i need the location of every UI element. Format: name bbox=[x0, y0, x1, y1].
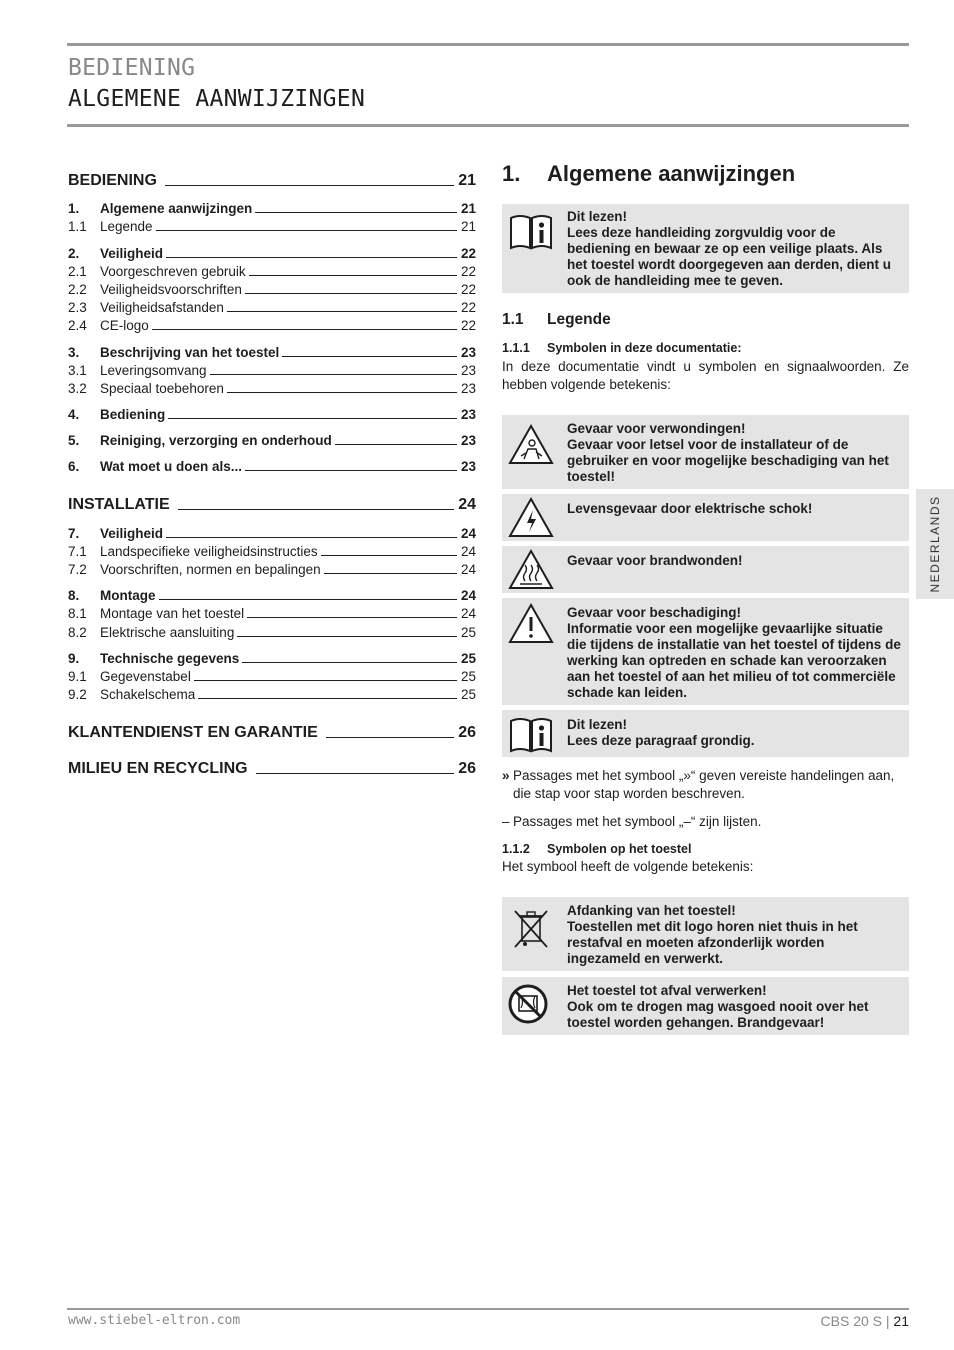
toc-entry[interactable]: 1. Algemene aanwijzingen 21 bbox=[68, 201, 476, 217]
toc-entry[interactable]: 8.1 Montage van het toestel 24 bbox=[68, 606, 476, 622]
toc-entry[interactable]: 7. Veiligheid 24 bbox=[68, 525, 476, 541]
toc-entry[interactable]: 3.1 Leveringsomvang 23 bbox=[68, 362, 476, 378]
toc-group bbox=[68, 456, 476, 474]
bullet-action-steps: » Passages met het symbool „»“ geven vereiste handelingen aan, die stap voor stap worden beschreven. bbox=[502, 768, 895, 801]
toc-section-klantendienst[interactable]: KLANTENDIENST EN GARANTIE 26 bbox=[68, 724, 476, 742]
warning-injury-icon bbox=[508, 423, 554, 465]
toc-entry[interactable]: 2.4 CE-logo 22 bbox=[68, 318, 476, 334]
toc-entry[interactable]: 3. Beschrijving van het toestel 23 bbox=[68, 344, 476, 360]
section-heading: 1. Algemene aanwijzingen bbox=[502, 161, 796, 186]
toc-entry[interactable]: 8.2 Elektrische aansluiting 25 bbox=[68, 624, 476, 640]
paragraph-symbols-intro: In deze documentatie vindt u symbolen en signaalwoorden. Ze hebben volgende betekenis: bbox=[502, 359, 909, 392]
toc-entry[interactable]: 7.1 Landspecifieke veiligheidsinstructies 24 bbox=[68, 543, 476, 559]
bullet-lists: – Passages met het symbool „–“ zijn lijsten. bbox=[502, 814, 762, 829]
language-tab[interactable]: NEDERLANDS bbox=[916, 489, 954, 599]
toc-installatie-list bbox=[68, 522, 476, 702]
toc-group bbox=[68, 430, 476, 448]
toc-group bbox=[68, 404, 476, 422]
crossed-bin-icon bbox=[508, 907, 554, 949]
header-chapter: BEDIENING bbox=[68, 55, 196, 81]
paragraph-device-symbols: Het symbool heeft de volgende betekenis: bbox=[502, 859, 754, 874]
toc-entry[interactable]: 7.2 Voorschriften, normen en bepalingen 24 bbox=[68, 562, 476, 577]
read-note-box: Dit lezen! Lees deze handleiding zorgvuldig voor de bediening en bewaar ze op een veilige plaats. Als het toestel wordt doorgegeven aan derden, dient u ook de handleiding mee te geven. bbox=[502, 204, 909, 293]
toc-entry[interactable]: 9.1 Gegevenstabel 25 bbox=[68, 668, 476, 684]
warning-injury-box: Gevaar voor verwondingen! Gevaar voor letsel voor de installateur of de gebruiker en voor mogelijke beschadiging van het toestel! bbox=[502, 415, 909, 489]
toc-entry[interactable]: 4. Bediening 23 bbox=[68, 407, 476, 423]
do-not-cover-icon bbox=[508, 983, 554, 1025]
subsubsection-heading-symbols-doc: 1.1.1 Symbolen in deze documentatie: bbox=[502, 341, 742, 355]
page-number: 21 bbox=[893, 1313, 909, 1329]
subsubsection-heading-device-symbols: 1.1.2 Symbolen op het toestel bbox=[502, 842, 692, 856]
header-title: ALGEMENE AANWIJZINGEN bbox=[68, 86, 366, 112]
toc-entry[interactable]: 9. Technische gegevens 25 bbox=[68, 650, 476, 666]
toc-entry[interactable]: 2.1 Voorgeschreven gebruik 22 bbox=[68, 263, 476, 279]
electric-shock-icon bbox=[508, 496, 554, 538]
exclamation-warning-icon bbox=[508, 602, 554, 644]
read-paragraph-box: Dit lezen! Lees deze paragraaf grondig. bbox=[502, 710, 909, 757]
toc-bediening-list bbox=[68, 198, 476, 474]
warning-damage-box: Gevaar voor beschadiging! Informatie voor een mogelijke gevaarlijke situatie die tijdens de installatie van het toestel of tijdens de werking kan optreden en schade kan veroorzaken aan het toestel of aan het milieu of tot commerciële schade kan leiden. bbox=[502, 598, 909, 705]
warning-electric-box: Levensgevaar door elektrische schok! bbox=[502, 494, 909, 541]
toc-entry[interactable]: 8. Montage 24 bbox=[68, 588, 476, 604]
toc-entry[interactable]: 2. Veiligheid 22 bbox=[68, 245, 476, 261]
toc-section-installatie[interactable]: INSTALLATIE 24 bbox=[68, 496, 476, 514]
toc-group bbox=[68, 585, 476, 640]
toc-entry[interactable]: 9.2 Schakelschema 25 bbox=[68, 687, 476, 703]
footer-rule bbox=[67, 1308, 909, 1310]
footer-url[interactable]: www.stiebel-eltron.com bbox=[68, 1313, 241, 1328]
toc-group bbox=[68, 198, 476, 234]
toc-entry[interactable]: 2.3 Veiligheidsafstanden 22 bbox=[68, 300, 476, 316]
subsection-heading: 1.1 Legende bbox=[502, 311, 611, 328]
toc-entry[interactable]: 6. Wat moet u doen als... 23 bbox=[68, 459, 476, 475]
header-top-rule bbox=[67, 43, 909, 46]
device-no-cover-box: Het toestel tot afval verwerken! Ook om te drogen mag wasgoed nooit over het toestel worden gehangen. Brandgevaar! bbox=[502, 977, 909, 1035]
toc-entry[interactable]: 5. Reiniging, verzorging en onderhoud 23 bbox=[68, 433, 476, 449]
toc-group bbox=[68, 522, 476, 577]
toc-entry[interactable]: 2.2 Veiligheidsvoorschriften 22 bbox=[68, 281, 476, 297]
table-of-contents bbox=[68, 160, 476, 778]
header-bottom-rule bbox=[67, 124, 909, 127]
toc-entry[interactable]: 3.2 Speciaal toebehoren 23 bbox=[68, 380, 476, 396]
footer-model-page: CBS 20 S | 21 bbox=[820, 1313, 909, 1329]
toc-section-bediening[interactable]: BEDIENING 21 bbox=[68, 172, 476, 189]
toc-group bbox=[68, 648, 476, 703]
toc-group bbox=[68, 341, 476, 396]
toc-group bbox=[68, 242, 476, 333]
warning-burn-box: Gevaar voor brandwonden! bbox=[502, 546, 909, 593]
toc-entry[interactable]: 1.1 Legende 21 bbox=[68, 219, 476, 235]
toc-section-milieu[interactable]: MILIEU EN RECYCLING 26 bbox=[68, 760, 476, 778]
book-info-icon bbox=[508, 210, 554, 252]
book-info-icon bbox=[508, 713, 554, 755]
hot-surface-icon bbox=[508, 548, 554, 590]
device-disposal-box: Afdanking van het toestel! Toestellen met dit logo horen niet thuis in het restafval en moeten afzonderlijk worden ingezameld en verwerkt. bbox=[502, 897, 909, 971]
